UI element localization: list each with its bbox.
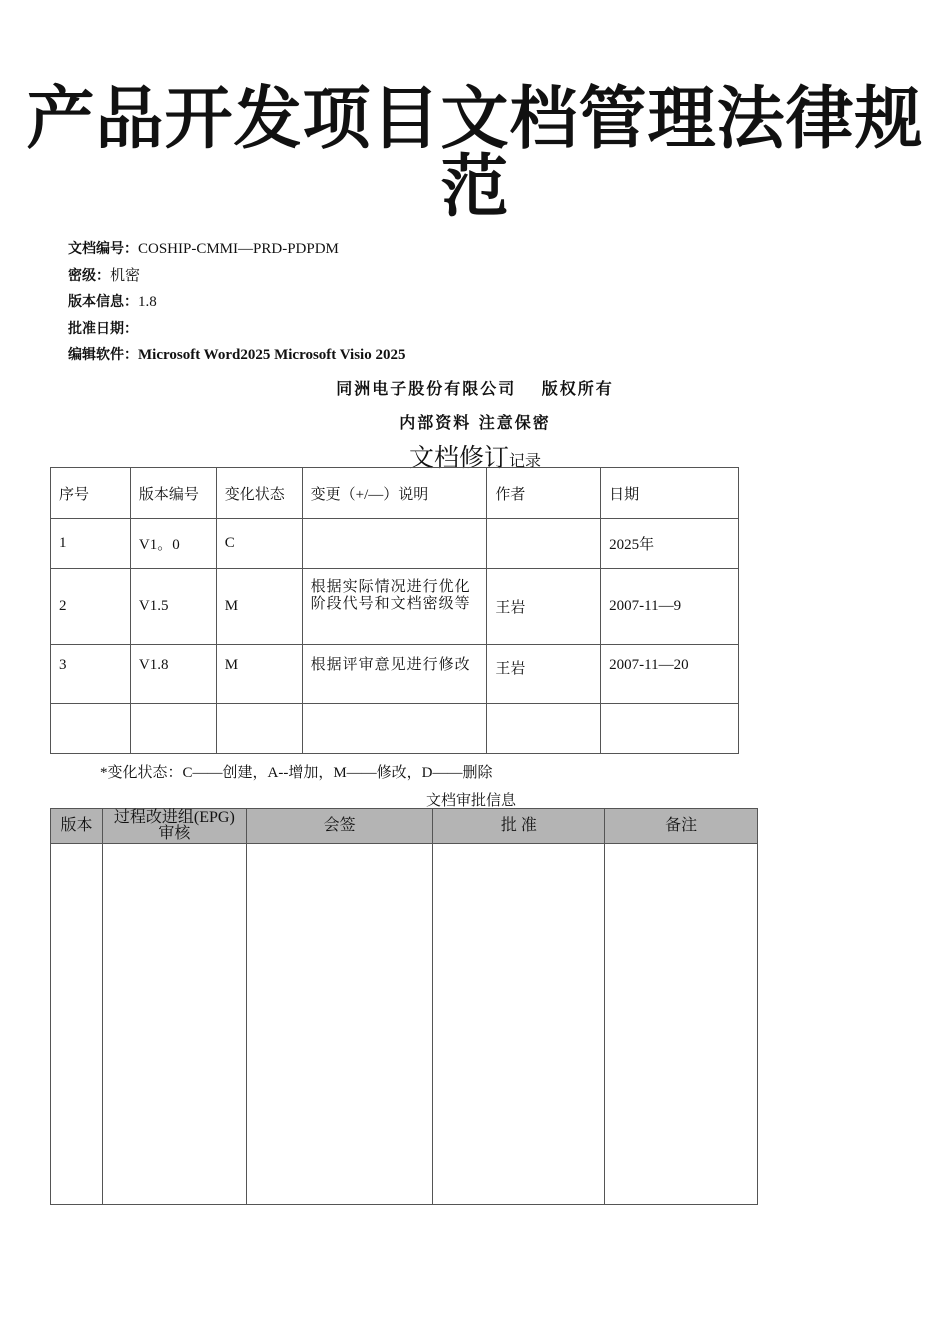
revision-cell: 王岩 [487, 645, 601, 704]
approval-cell [102, 844, 246, 1205]
approve-date-label: 批准日期： [68, 320, 138, 337]
table-row [51, 704, 739, 754]
revision-cell [487, 519, 601, 569]
revision-cell [302, 704, 487, 754]
approval-header-cell: 版本 [51, 809, 103, 844]
table-row [51, 645, 739, 704]
revision-cell: 3 [51, 645, 131, 704]
revision-cell: 根据评审意见进行修改 [302, 645, 487, 704]
secret-label: 密级： [68, 267, 110, 284]
revision-cell: 2 [51, 569, 131, 645]
revision-cell: C [216, 519, 302, 569]
revision-cell [302, 519, 487, 569]
doc-no-label: 文档编号： [68, 241, 138, 257]
approval-cell [246, 844, 433, 1205]
revision-title-main: 文档修订 [408, 443, 509, 472]
approval-header-cell: 备注 [605, 809, 758, 844]
approval-cell [605, 844, 758, 1205]
software-value: Microsoft Word2025 Microsoft Visio 2025 [138, 347, 406, 363]
revision-cell: 2025年 [601, 519, 739, 569]
revision-cell: M [216, 645, 302, 704]
revision-table [50, 467, 739, 754]
revision-cell: 根据实际情况进行优化阶段代号和文档密级等 [302, 569, 487, 645]
revision-cell: V1。0 [130, 519, 216, 569]
revision-header-cell: 作者 [487, 468, 601, 519]
approval-header-row [51, 809, 758, 844]
doc-no-value: COSHIP-CMMI—PRD-PDPDM [138, 241, 339, 257]
approval-cell [433, 844, 605, 1205]
revision-cell [216, 704, 302, 754]
approval-table [50, 808, 758, 1205]
version-label: 版本信息： [68, 294, 138, 310]
revision-cell [601, 704, 739, 754]
revision-cell: 1 [51, 519, 131, 569]
approval-cell [51, 844, 103, 1205]
revision-header-cell: 变化状态 [216, 468, 302, 519]
secret-value: 机密 [110, 267, 141, 284]
document-title: 产品开发项目文档管理法律规范 [26, 80, 924, 227]
table-row [51, 844, 758, 1205]
revision-title-suffix: 记录 [509, 451, 542, 470]
revision-cell: 2007-11—20 [601, 645, 739, 704]
revision-cell: 2007-11—9 [601, 569, 739, 645]
revision-cell [487, 704, 601, 754]
approval-header-cell: 会签 [246, 809, 433, 844]
document-meta [68, 238, 405, 371]
software-label: 编辑软件： [68, 347, 138, 363]
approval-header-cell: 批 准 [433, 809, 605, 844]
revision-cell: V1.8 [130, 645, 216, 704]
revision-header-cell: 日期 [601, 468, 739, 519]
revision-cell: 王岩 [487, 569, 601, 645]
table-row [51, 569, 739, 645]
revision-cell: V1.5 [130, 569, 216, 645]
revision-cell [130, 704, 216, 754]
revision-header-row [51, 468, 739, 519]
revision-header-cell: 变更（+/—）说明 [302, 468, 487, 519]
approval-title: 文档审批信息 [426, 793, 517, 809]
confidential-notice: 内部资料 注意保密 [399, 413, 551, 432]
table-row [51, 519, 739, 569]
change-status-note: *变化状态：C——创建，A--增加，M——修改，D——删除 [100, 765, 493, 781]
revision-cell: M [216, 569, 302, 645]
revision-cell [51, 704, 131, 754]
revision-header-cell: 序号 [51, 468, 131, 519]
approval-header-cell: 过程改进组(EPG)审核 [102, 809, 246, 844]
company-copyright: 同洲电子股份有限公司 版权所有 [336, 379, 614, 398]
version-value: 1.8 [138, 294, 157, 310]
revision-header-cell: 版本编号 [130, 468, 216, 519]
